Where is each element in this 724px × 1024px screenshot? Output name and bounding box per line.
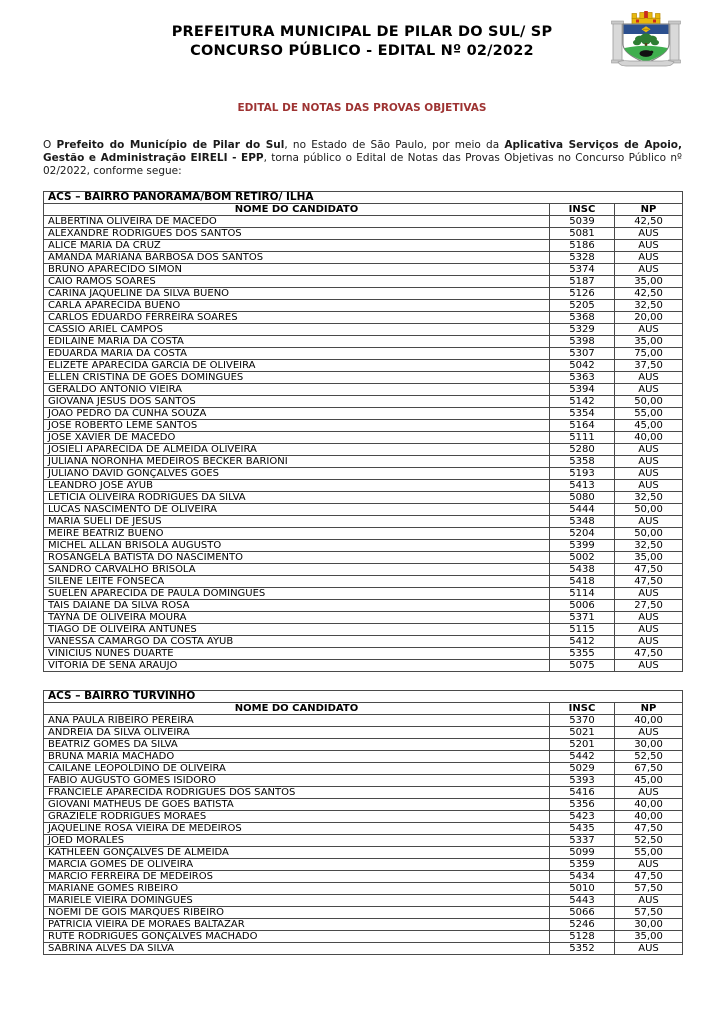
inscription-number: 5246 (550, 919, 615, 931)
score: 75,00 (615, 348, 683, 360)
table-row (44, 252, 683, 264)
inscription-number: 5358 (550, 456, 615, 468)
score: 57,50 (615, 907, 683, 919)
candidate-name: BEATRIZ GOMES DA SILVA (44, 739, 550, 751)
score: AUS (615, 588, 683, 600)
candidate-name: JULIANA NORONHA MEDEIROS BECKER BARIONI (44, 456, 550, 468)
table-row (44, 895, 683, 907)
inscription-number: 5201 (550, 739, 615, 751)
score: 55,00 (615, 408, 683, 420)
candidate-name: VANESSA CAMARGO DA COSTA AYUB (44, 636, 550, 648)
inscription-number: 5354 (550, 408, 615, 420)
table-row (44, 312, 683, 324)
table-row (44, 264, 683, 276)
inscription-number: 5399 (550, 540, 615, 552)
inscription-number: 5002 (550, 552, 615, 564)
table-row (44, 480, 683, 492)
candidate-name: TAYNÁ DE OLIVEIRA MOURA (44, 612, 550, 624)
candidate-name: TAIS DAIANE DA SILVA ROSA (44, 600, 550, 612)
inscription-number: 5328 (550, 252, 615, 264)
table-row (44, 763, 683, 775)
table-row (44, 847, 683, 859)
candidate-name: MARIANE GOMES RIBEIRO (44, 883, 550, 895)
score: AUS (615, 895, 683, 907)
candidate-name: JOAO PEDRO DA CUNHA SOUZA (44, 408, 550, 420)
table-row (44, 871, 683, 883)
candidate-name: CAILANE LEOPOLDINO DE OLIVEIRA (44, 763, 550, 775)
inscription-number: 5142 (550, 396, 615, 408)
table-row (44, 739, 683, 751)
candidate-name: SILENE LEITE FONSECA (44, 576, 550, 588)
candidate-name: GRAZIELE RODRIGUES MORAES (44, 811, 550, 823)
score: 47,50 (615, 871, 683, 883)
score: 47,50 (615, 648, 683, 660)
score: 47,50 (615, 564, 683, 576)
score: 50,00 (615, 528, 683, 540)
score: 32,50 (615, 492, 683, 504)
candidate-name: CARLA APARECIDA BUENO (44, 300, 550, 312)
inscription-number: 5412 (550, 636, 615, 648)
table-row (44, 919, 683, 931)
table-row (44, 384, 683, 396)
inscription-number: 5021 (550, 727, 615, 739)
score: 40,00 (615, 715, 683, 727)
inscription-number: 5114 (550, 588, 615, 600)
table-row (44, 216, 683, 228)
candidate-name: CARLOS EDUARDO FERREIRA SOARES (44, 312, 550, 324)
score: 67,50 (615, 763, 683, 775)
inscription-number: 5066 (550, 907, 615, 919)
candidate-name: RUTE RODRIGUES GONÇALVES MACHADO (44, 931, 550, 943)
candidate-name: ALBERTINA OLIVEIRA DE MACEDO (44, 216, 550, 228)
paragraph-segment: Prefeito do Município de Pilar do Sul (56, 139, 285, 151)
table-row (44, 288, 683, 300)
inscription-number: 5398 (550, 336, 615, 348)
candidate-name: GIOVANA JESUS DOS SANTOS (44, 396, 550, 408)
inscription-number: 5443 (550, 895, 615, 907)
inscription-number: 5393 (550, 775, 615, 787)
score: AUS (615, 444, 683, 456)
candidate-name: TIAGO DE OLIVEIRA ANTUNES (44, 624, 550, 636)
score: 52,50 (615, 835, 683, 847)
inscription-number: 5010 (550, 883, 615, 895)
table-row (44, 588, 683, 600)
table-row (44, 835, 683, 847)
score: AUS (615, 324, 683, 336)
candidate-name: EDILAINE MARIA DA COSTA (44, 336, 550, 348)
table-title-row (44, 192, 683, 204)
coat-of-arms-icon (610, 10, 682, 72)
candidate-name: JULIANO DAVID GONÇALVES GÓES (44, 468, 550, 480)
inscription-number: 5280 (550, 444, 615, 456)
score: 40,00 (615, 432, 683, 444)
candidate-name: JOSIELI APARECIDA DE ALMEIDA OLIVEIRA (44, 444, 550, 456)
inscription-number: 5348 (550, 516, 615, 528)
inscription-number: 5126 (550, 288, 615, 300)
candidate-name: LETICIA OLIVEIRA RODRIGUES DA SILVA (44, 492, 550, 504)
candidate-name: VITÓRIA DE SENA ARAÚJO (44, 660, 550, 672)
table-row (44, 883, 683, 895)
results-table-turvinho (43, 690, 683, 955)
table-section-turvinho (0, 690, 724, 955)
score: 45,00 (615, 420, 683, 432)
inscription-number: 5442 (550, 751, 615, 763)
candidate-name: LEANDRO JOSÉ AYUB (44, 480, 550, 492)
inscription-number: 5416 (550, 787, 615, 799)
inscription-number: 5374 (550, 264, 615, 276)
column-header-inscription-number: INSC (550, 204, 615, 216)
inscription-number: 5099 (550, 847, 615, 859)
inscription-number: 5081 (550, 228, 615, 240)
table-row (44, 648, 683, 660)
table-row (44, 931, 683, 943)
table-row (44, 468, 683, 480)
inscription-number: 5075 (550, 660, 615, 672)
inscription-number: 5355 (550, 648, 615, 660)
candidate-name: JOED MORALES (44, 835, 550, 847)
candidate-name: SANDRO CARVALHO BRISOLA (44, 564, 550, 576)
inscription-number: 5434 (550, 871, 615, 883)
inscription-number: 5080 (550, 492, 615, 504)
table-row (44, 456, 683, 468)
score: 57,50 (615, 883, 683, 895)
table-row (44, 727, 683, 739)
score: AUS (615, 516, 683, 528)
column-header-candidate-name: NOME DO CANDIDATO (44, 204, 550, 216)
inscription-number: 5042 (550, 360, 615, 372)
inscription-number: 5352 (550, 943, 615, 955)
candidate-name: ANA PAULA RIBEIRO PEREIRA (44, 715, 550, 727)
paragraph-segment: , torna público o Edital de Notas das Provas Objetivas no Concurso Público nº 02/2022, conforme segue: (43, 152, 682, 177)
table-row (44, 600, 683, 612)
table-row (44, 372, 683, 384)
candidate-name: ALEXANDRE RODRIGUES DOS SANTOS (44, 228, 550, 240)
inscription-number: 5205 (550, 300, 615, 312)
score: 35,00 (615, 552, 683, 564)
table-row (44, 715, 683, 727)
table-row (44, 624, 683, 636)
inscription-number: 5307 (550, 348, 615, 360)
candidate-name: ELIZETE APARECIDA GARCIA DE OLIVEIRA (44, 360, 550, 372)
candidate-name: EDUARDA MARIA DA COSTA (44, 348, 550, 360)
table-row (44, 799, 683, 811)
score: 47,50 (615, 823, 683, 835)
table-row (44, 528, 683, 540)
table-row (44, 660, 683, 672)
table-row (44, 300, 683, 312)
table-title: ACS – BAIRRO TURVINHO (44, 691, 683, 703)
candidate-name: MEIRE BEATRIZ BUENO (44, 528, 550, 540)
score: 47,50 (615, 576, 683, 588)
score: AUS (615, 943, 683, 955)
inscription-number: 5204 (550, 528, 615, 540)
inscription-number: 5128 (550, 931, 615, 943)
table-row (44, 504, 683, 516)
table-row (44, 576, 683, 588)
candidate-name: ROSÂNGELA BATISTA DO NASCIMENTO (44, 552, 550, 564)
score: AUS (615, 240, 683, 252)
table-row (44, 811, 683, 823)
table-row (44, 360, 683, 372)
score: 35,00 (615, 276, 683, 288)
inscription-number: 5368 (550, 312, 615, 324)
table-row (44, 240, 683, 252)
candidate-name: GERALDO ANTONIO VIEIRA (44, 384, 550, 396)
inscription-number: 5423 (550, 811, 615, 823)
table-section-panorama (0, 191, 724, 672)
column-header-score: NP (615, 204, 683, 216)
candidate-name: MICHEL ALLAN BRISOLA AUGUSTO (44, 540, 550, 552)
score: 50,00 (615, 396, 683, 408)
municipality-logo (610, 10, 682, 72)
candidate-name: SUELEN APARECIDA DE PAULA DOMINGUES (44, 588, 550, 600)
score: 45,00 (615, 775, 683, 787)
candidate-name: MARCIA GOMES DE OLIVEIRA (44, 859, 550, 871)
page-title-line2: CONCURSO PÚBLICO - EDITAL Nº 02/2022 (190, 43, 534, 59)
inscription-number: 5029 (550, 763, 615, 775)
table-row (44, 564, 683, 576)
candidate-name: GIOVANI MATHEUS DE GOES BATISTA (44, 799, 550, 811)
inscription-number: 5356 (550, 799, 615, 811)
column-header-row (44, 204, 683, 216)
table-body (44, 216, 683, 672)
score: AUS (615, 252, 683, 264)
inscription-number: 5193 (550, 468, 615, 480)
score: 42,50 (615, 288, 683, 300)
candidate-name: MARIELE VIEIRA DOMINGUES (44, 895, 550, 907)
inscription-number: 5444 (550, 504, 615, 516)
inscription-number: 5164 (550, 420, 615, 432)
score: AUS (615, 636, 683, 648)
score: 32,50 (615, 300, 683, 312)
candidate-name: ELLEN CRISTINA DE GÓES DOMINGUES (44, 372, 550, 384)
score: 35,00 (615, 336, 683, 348)
table-row (44, 336, 683, 348)
candidate-name: BRUNO APARECIDO SIMON (44, 264, 550, 276)
table-body (44, 715, 683, 955)
candidate-name: BRUNA MARIA MACHADO (44, 751, 550, 763)
score: AUS (615, 384, 683, 396)
score: 40,00 (615, 799, 683, 811)
table-row (44, 516, 683, 528)
score: 27,50 (615, 600, 683, 612)
candidate-name: PATRICIA VIEIRA DE MORAES BALTAZAR (44, 919, 550, 931)
candidate-name: JAQUELINE ROSA VIEIRA DE MEDEIROS (44, 823, 550, 835)
candidate-name: MARCIO FERREIRA DE MEDEIROS (44, 871, 550, 883)
inscription-number: 5394 (550, 384, 615, 396)
column-header-inscription-number: INSC (550, 703, 615, 715)
score: 40,00 (615, 811, 683, 823)
paragraph-segment: O (43, 139, 57, 151)
score: 50,00 (615, 504, 683, 516)
score: AUS (615, 372, 683, 384)
paragraph-segment: , no Estado de São Paulo, por meio da (284, 139, 505, 151)
table-row (44, 444, 683, 456)
table-row (44, 859, 683, 871)
table-row (44, 540, 683, 552)
table-row (44, 787, 683, 799)
score: 20,00 (615, 312, 683, 324)
score: 35,00 (615, 931, 683, 943)
score: 55,00 (615, 847, 683, 859)
inscription-number: 5111 (550, 432, 615, 444)
table-row (44, 552, 683, 564)
inscription-number: 5006 (550, 600, 615, 612)
inscription-number: 5115 (550, 624, 615, 636)
candidate-name: CASSIO ARIEL CAMPOS (44, 324, 550, 336)
candidate-name: ANDREIA DA SILVA OLIVEIRA (44, 727, 550, 739)
inscription-number: 5337 (550, 835, 615, 847)
table-row (44, 492, 683, 504)
table-row (44, 943, 683, 955)
score: AUS (615, 468, 683, 480)
document-subtitle: EDITAL DE NOTAS DAS PROVAS OBJETIVAS (237, 102, 487, 114)
inscription-number: 5371 (550, 612, 615, 624)
candidate-name: JOSE ROBERTO LEME SANTOS (44, 420, 550, 432)
score: 37,50 (615, 360, 683, 372)
score: AUS (615, 787, 683, 799)
score: 32,50 (615, 540, 683, 552)
table-row (44, 612, 683, 624)
candidate-name: AMANDA MARIANA BARBOSA DOS SANTOS (44, 252, 550, 264)
table-title-row (44, 691, 683, 703)
column-header-row (44, 703, 683, 715)
intro-paragraph (43, 139, 682, 178)
inscription-number: 5370 (550, 715, 615, 727)
table-row (44, 228, 683, 240)
candidate-name: KATHLEEN GONÇALVES DE ALMEIDA (44, 847, 550, 859)
inscription-number: 5329 (550, 324, 615, 336)
score: AUS (615, 264, 683, 276)
candidate-name: FRANCIELE APARECIDA RODRIGUES DOS SANTOS (44, 787, 550, 799)
table-row (44, 408, 683, 420)
table-row (44, 420, 683, 432)
candidate-name: LUCAS NASCIMENTO DE OLIVEIRA (44, 504, 550, 516)
score: 52,50 (615, 751, 683, 763)
table-row (44, 348, 683, 360)
inscription-number: 5187 (550, 276, 615, 288)
score: AUS (615, 660, 683, 672)
inscription-number: 5418 (550, 576, 615, 588)
candidate-name: CAIO RAMOS SOARES (44, 276, 550, 288)
candidate-name: VINICIUS NUNES DUARTE (44, 648, 550, 660)
candidate-name: ALICE MARIA DA CRUZ (44, 240, 550, 252)
table-row (44, 324, 683, 336)
page-title-line1: PREFEITURA MUNICIPAL DE PILAR DO SUL/ SP (171, 24, 553, 40)
table-row (44, 276, 683, 288)
score: AUS (615, 612, 683, 624)
score: AUS (615, 456, 683, 468)
table-row (44, 823, 683, 835)
score: AUS (615, 859, 683, 871)
inscription-number: 5438 (550, 564, 615, 576)
score: 30,00 (615, 919, 683, 931)
candidate-name: SABRINA ALVES DA SILVA (44, 943, 550, 955)
candidate-name: MARIA SUELI DE JESUS (44, 516, 550, 528)
candidate-name: NOEMI DE GOIS MARQUES RIBEIRO (44, 907, 550, 919)
score: AUS (615, 228, 683, 240)
candidate-name: FABIO AUGUSTO GOMES ISIDORO (44, 775, 550, 787)
table-row (44, 432, 683, 444)
inscription-number: 5039 (550, 216, 615, 228)
inscription-number: 5435 (550, 823, 615, 835)
table-row (44, 775, 683, 787)
score: 30,00 (615, 739, 683, 751)
table-row (44, 396, 683, 408)
table-row (44, 751, 683, 763)
table-row (44, 636, 683, 648)
score: AUS (615, 480, 683, 492)
column-header-candidate-name: NOME DO CANDIDATO (44, 703, 550, 715)
table-row (44, 907, 683, 919)
score: AUS (615, 727, 683, 739)
inscription-number: 5413 (550, 480, 615, 492)
paragraph-segment: Aplicativa Serviços de Apoio, Gestão e Administração EIRELI - EPP (43, 139, 682, 164)
column-header-score: NP (615, 703, 683, 715)
candidate-name: CARINA JAQUELINE DA SILVA BUENO (44, 288, 550, 300)
score: 42,50 (615, 216, 683, 228)
inscription-number: 5363 (550, 372, 615, 384)
inscription-number: 5186 (550, 240, 615, 252)
results-table-panorama (43, 191, 683, 672)
inscription-number: 5359 (550, 859, 615, 871)
table-title: ACS – BAIRRO PANORAMA/BOM RETIRO/ ILHA (44, 192, 683, 204)
score: AUS (615, 624, 683, 636)
candidate-name: JOSE XAVIER DE MACEDO (44, 432, 550, 444)
